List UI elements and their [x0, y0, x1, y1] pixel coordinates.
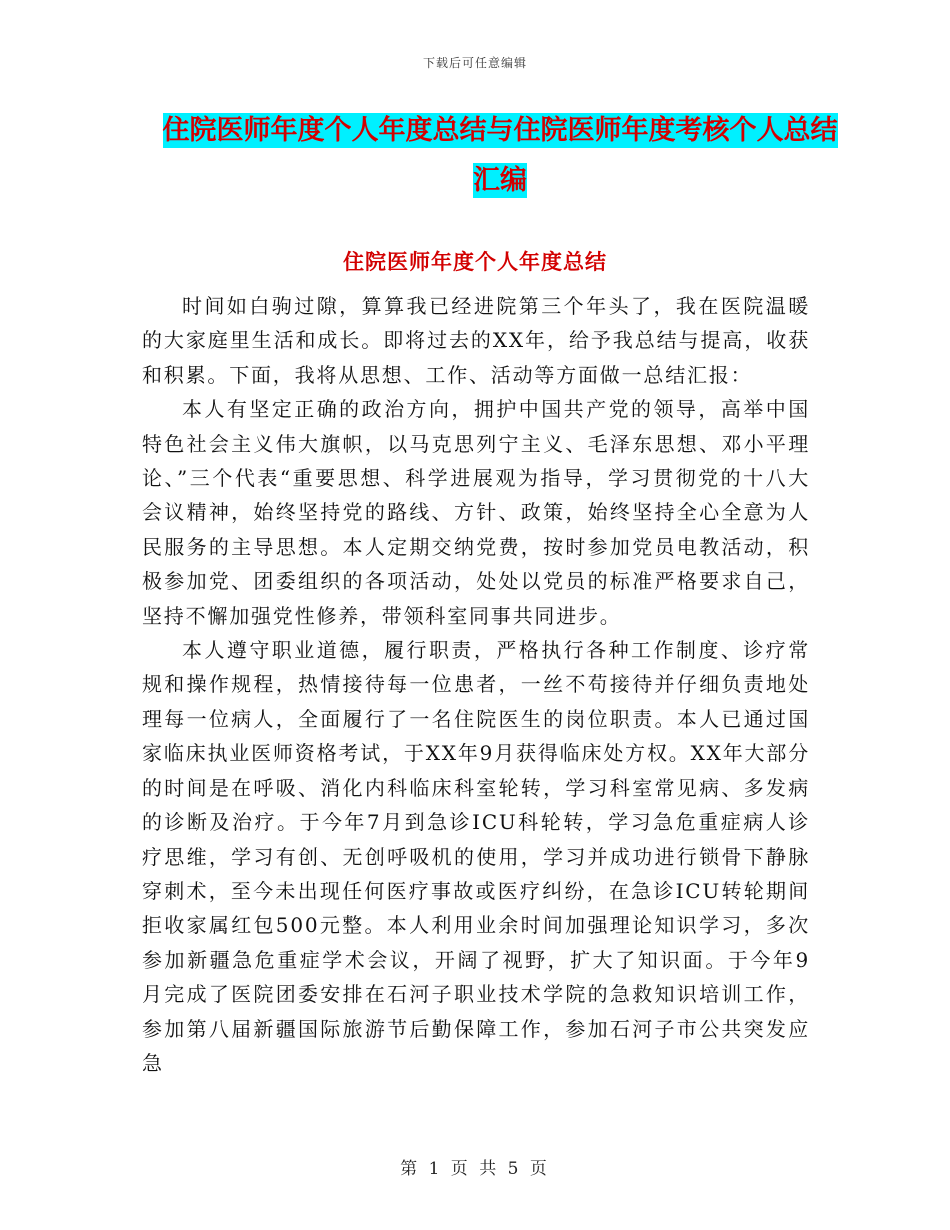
document-title	[150, 106, 850, 206]
document-title-text: 住院医师年度个人年度总结与住院医师年度考核个人总结汇编	[162, 115, 838, 196]
header-note: 下载后可任意编辑	[422, 56, 527, 70]
body-text	[142, 289, 810, 1080]
paragraph: 时间如白驹过隙，算算我已经进院第三个年头了，我在医院温暖的大家庭里生活和成长。即将过去的XX年，给予我总结与提高，收获和积累。下面，我将从思想、工作、活动等方面做一总结汇报：	[142, 294, 810, 387]
section-title: 住院医师年度个人年度总结	[343, 250, 607, 274]
paragraph: 本人遵守职业道德，履行职责，严格执行各种工作制度、诊疗常规和操作规程，热情接待每一位患者，一丝不苟接待并仔细负责地处理每一位病人，全面履行了一名住院医生的岗位职责。本人已通过国家临床执业医师资格考试，于XX年9月获得临床处方权。XX年大部分的时间是在呼吸、消化内科临床科室轮转，学习科室常见病、多发病的诊断及治疗。于今年7月到急诊ICU科轮转，学习急危重症病人诊疗思维，学习有创、无创呼吸机的使用，学习并成功进行锁骨下静脉穿刺术，至今未出现任何医疗事故或医疗纠纷，在急诊ICU转轮期间拒收家属红包500元整。本人利用业余时间加强理论知识学习，多次参加新疆急危重症学术会议，开阔了视野，扩大了知识面。于今年9月完成了医院团委安排在石河子职业技术学院的急救知识培训工作，参加第八届新疆国际旅游节后勤保障工作，参加石河子市公共突发应急	[142, 638, 810, 1075]
page-number-footer: 第 1 页 共 5 页	[400, 1159, 550, 1179]
paragraph: 本人有坚定正确的政治方向，拥护中国共产党的领导，高举中国特色社会主义伟大旗帜，以马克思列宁主义、毛泽东思想、邓小平理论、”三个代表“重要思想、科学进展观为指导，学习贯彻党的十八大会议精神，始终坚持党的路线、方针、政策，始终坚持全心全意为人民服务的主导思想。本人定期交纳党费，按时参加党员电教活动，积极参加党、团委组织的各项活动，处处以党员的标准严格要求自己，坚持不懈加强党性修养，带领科室同事共同进步。	[142, 397, 810, 628]
